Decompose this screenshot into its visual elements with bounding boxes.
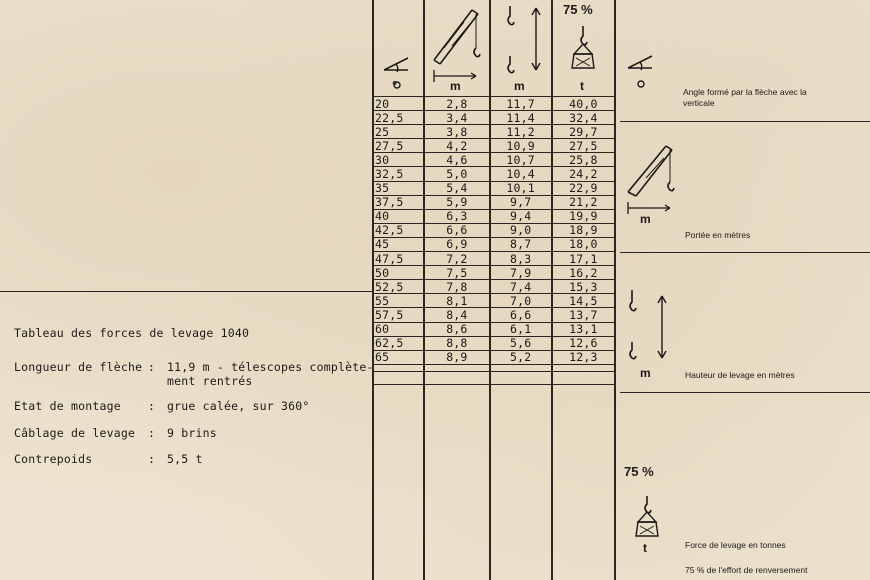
height-cell: 9,0	[490, 223, 552, 237]
table-row	[372, 111, 615, 125]
angle-cell: 37,5	[372, 195, 424, 209]
force-cell: 12,6	[552, 336, 615, 350]
angle-cell: 62,5	[372, 336, 424, 350]
spec-sep: :	[148, 360, 156, 374]
table-row-empty	[372, 384, 615, 385]
force-cell: 14,5	[552, 294, 615, 308]
angle-cell: 65	[372, 350, 424, 364]
force-cell: 19,9	[552, 209, 615, 223]
reach-cell: 5,0	[424, 167, 489, 181]
table-row	[372, 167, 615, 181]
table-row-empty	[372, 371, 615, 372]
legend-divider	[620, 121, 870, 122]
table-row	[372, 195, 615, 209]
load-weight-icon	[632, 494, 662, 544]
force-cell: 40,0	[552, 97, 615, 111]
angle-cell: 20	[372, 97, 424, 111]
reach-unit: m	[450, 79, 461, 93]
spec-title: Tableau des forces de levage 1040	[14, 326, 250, 340]
height-cell: 11,2	[490, 125, 552, 139]
crane-boom-icon	[624, 140, 684, 228]
force-cell: 12,3	[552, 350, 615, 364]
angle-unit: °	[392, 78, 398, 93]
legend-force-label-cont: 75 % de l'effort de renversement	[685, 565, 808, 575]
legend-height-unit: m	[640, 366, 651, 380]
reach-cell: 4,6	[424, 153, 489, 167]
reach-cell: 4,2	[424, 139, 489, 153]
load-weight-icon	[568, 24, 598, 78]
angle-cell: 32,5	[372, 167, 424, 181]
force-cell: 16,2	[552, 266, 615, 280]
table-row	[372, 280, 615, 294]
height-cell: 9,4	[490, 209, 552, 223]
angle-cell: 50	[372, 266, 424, 280]
force-cell: 13,7	[552, 308, 615, 322]
spec-value-setup: grue calée, sur 360°	[167, 399, 310, 413]
angle-cell: 47,5	[372, 252, 424, 266]
reach-cell: 6,6	[424, 223, 489, 237]
height-cell: 6,1	[490, 322, 552, 336]
height-cell: 8,7	[490, 237, 552, 251]
angle-cell: 45	[372, 237, 424, 251]
spec-label-counterweight: Contrepoids	[14, 452, 93, 466]
force-cell: 22,9	[552, 181, 615, 195]
reach-cell: 7,5	[424, 266, 489, 280]
legend-divider	[620, 252, 870, 253]
reach-cell: 2,8	[424, 97, 489, 111]
height-cell: 5,6	[490, 336, 552, 350]
spec-sep: :	[148, 452, 156, 466]
table-row	[372, 252, 615, 266]
legend-angle-label: Angle formé par la flèche avec la	[683, 87, 807, 97]
legend-height-label: Hauteur de levage en mètres	[685, 370, 795, 380]
table-row	[372, 322, 615, 336]
legend-reach-label: Portée en mètres	[685, 230, 751, 240]
load-table	[372, 97, 615, 365]
legend-reach-unit: m	[640, 212, 651, 226]
table-row	[372, 153, 615, 167]
height-cell: 5,2	[490, 350, 552, 364]
hook-height-icon	[500, 2, 546, 80]
table-row	[372, 294, 615, 308]
height-cell: 8,3	[490, 252, 552, 266]
spec-label-boom: Longueur de flèche	[14, 360, 143, 374]
angle-cell: 27,5	[372, 139, 424, 153]
force-cell: 17,1	[552, 252, 615, 266]
table-row	[372, 266, 615, 280]
table-row	[372, 223, 615, 237]
angle-cell: 57,5	[372, 308, 424, 322]
table-row	[372, 308, 615, 322]
legend-force-percent: 75 %	[624, 464, 654, 479]
height-cell: 10,1	[490, 181, 552, 195]
legend-force-unit: t	[643, 541, 647, 555]
reach-cell: 7,8	[424, 280, 489, 294]
height-cell: 7,0	[490, 294, 552, 308]
crane-boom-icon	[430, 6, 486, 88]
reach-cell: 5,9	[424, 195, 489, 209]
legend-divider	[620, 392, 870, 393]
spec-value-reeving: 9 brins	[167, 426, 217, 440]
height-cell: 11,7	[490, 97, 552, 111]
angle-cell: 35	[372, 181, 424, 195]
table-row	[372, 336, 615, 350]
height-cell: 9,7	[490, 195, 552, 209]
angle-cell: 30	[372, 153, 424, 167]
force-cell: 21,2	[552, 195, 615, 209]
force-unit: t	[580, 79, 584, 93]
height-cell: 11,4	[490, 111, 552, 125]
height-cell: 7,4	[490, 280, 552, 294]
reach-cell: 6,3	[424, 209, 489, 223]
angle-cell: 25	[372, 125, 424, 139]
section-divider	[0, 291, 372, 292]
angle-cell: 55	[372, 294, 424, 308]
height-cell: 10,4	[490, 167, 552, 181]
reach-cell: 6,9	[424, 237, 489, 251]
spec-label-reeving: Câblage de levage	[14, 426, 136, 440]
spec-value-counterweight: 5,5 t	[167, 452, 203, 466]
spec-value-boom: 11,9 m - télescopes complète-	[167, 360, 374, 374]
height-cell: 7,9	[490, 266, 552, 280]
angle-cell: 52,5	[372, 280, 424, 294]
force-cell: 15,3	[552, 280, 615, 294]
spec-label-setup: Etat de montage	[14, 399, 121, 413]
legend-angle-label-cont: verticale	[683, 98, 715, 108]
legend-force-label: Force de levage en tonnes	[685, 540, 786, 550]
table-row	[372, 237, 615, 251]
force-cell: 24,2	[552, 167, 615, 181]
table-row	[372, 125, 615, 139]
reach-cell: 8,6	[424, 322, 489, 336]
reach-cell: 8,1	[424, 294, 489, 308]
force-percent: 75 %	[563, 2, 593, 17]
force-cell: 13,1	[552, 322, 615, 336]
force-cell: 18,9	[552, 223, 615, 237]
angle-cell: 60	[372, 322, 424, 336]
reach-cell: 8,4	[424, 308, 489, 322]
hook-height-icon	[622, 286, 672, 370]
table-row	[372, 139, 615, 153]
angle-cell: 22,5	[372, 111, 424, 125]
angle-cell: 40	[372, 209, 424, 223]
height-cell: 10,9	[490, 139, 552, 153]
height-unit: m	[514, 79, 525, 93]
force-cell: 25,8	[552, 153, 615, 167]
reach-cell: 3,4	[424, 111, 489, 125]
table-row	[372, 350, 615, 364]
force-cell: 18,0	[552, 237, 615, 251]
spec-sep: :	[148, 426, 156, 440]
spec-value-boom-cont: ment rentrés	[167, 374, 253, 388]
reach-cell: 3,8	[424, 125, 489, 139]
table-row	[372, 97, 615, 111]
table-row	[372, 181, 615, 195]
reach-cell: 8,8	[424, 336, 489, 350]
reach-cell: 5,4	[424, 181, 489, 195]
angle-icon	[624, 48, 658, 96]
table-row	[372, 209, 615, 223]
reach-cell: 8,9	[424, 350, 489, 364]
angle-cell: 42,5	[372, 223, 424, 237]
height-cell: 10,7	[490, 153, 552, 167]
spec-sep: :	[148, 399, 156, 413]
force-cell: 32,4	[552, 111, 615, 125]
height-cell: 6,6	[490, 308, 552, 322]
reach-cell: 7,2	[424, 252, 489, 266]
force-cell: 27,5	[552, 139, 615, 153]
force-cell: 29,7	[552, 125, 615, 139]
